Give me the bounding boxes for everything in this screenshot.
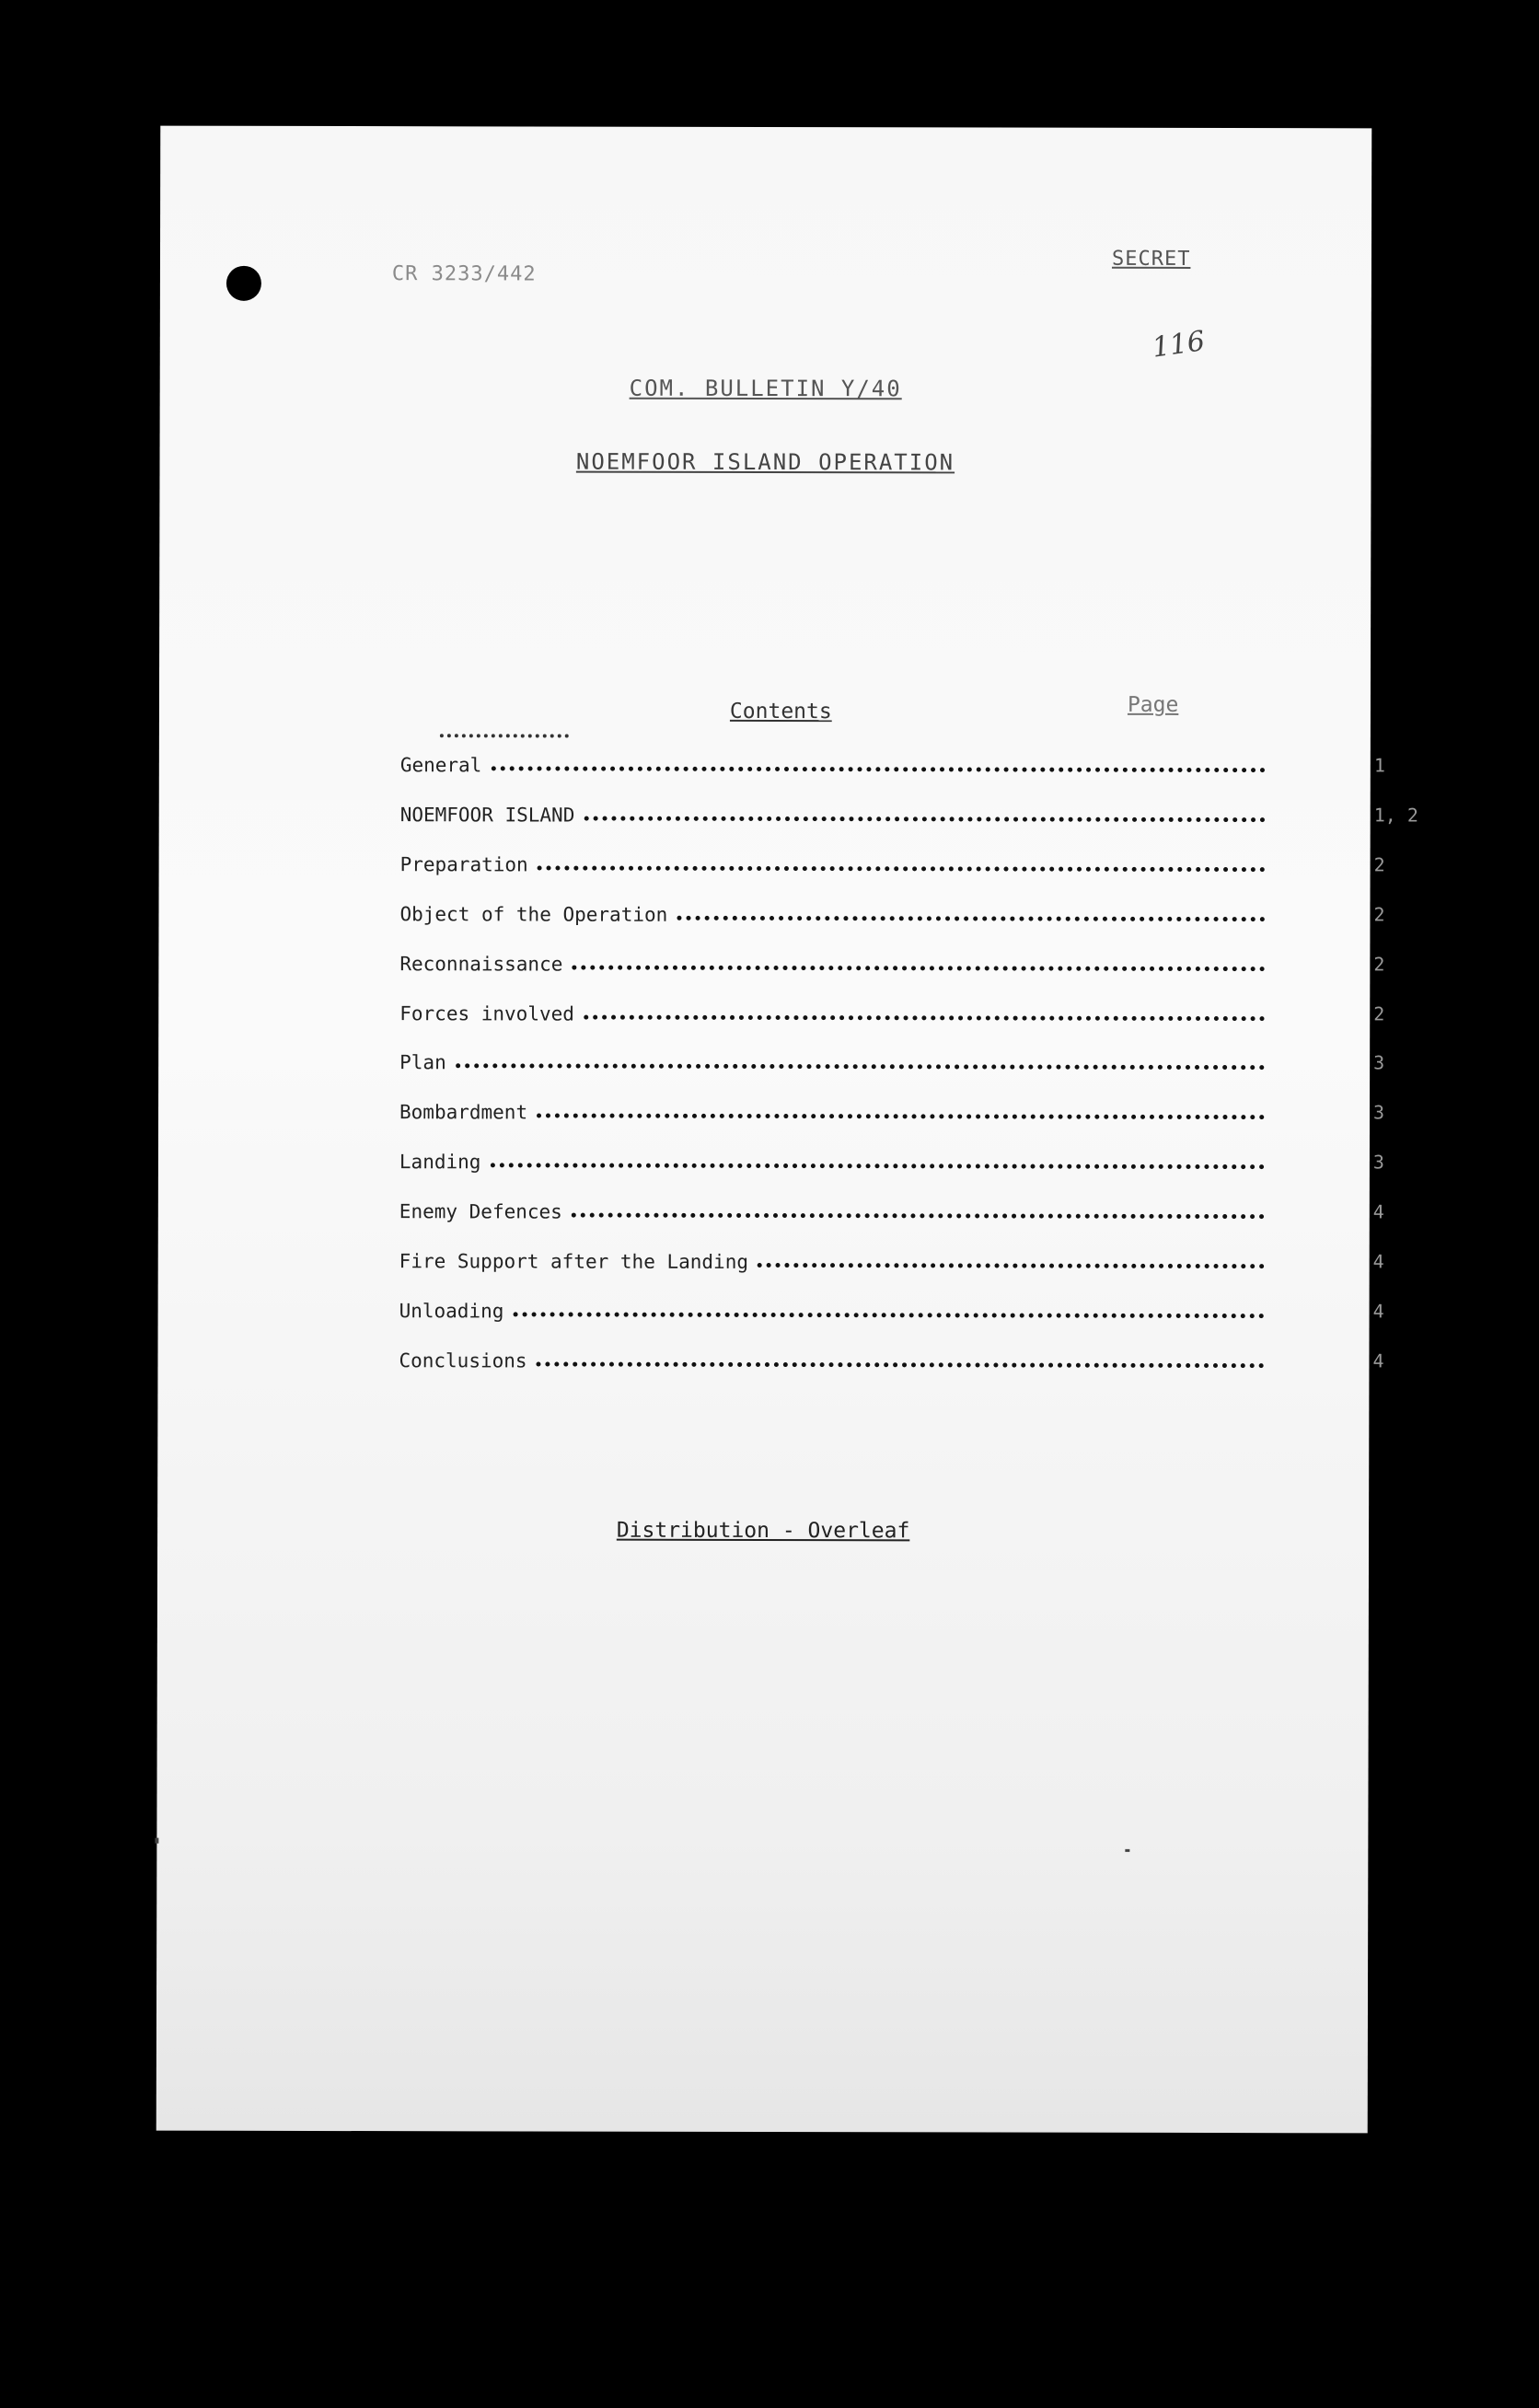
toc-entry-label: General	[399, 754, 482, 777]
classification-marking: SECRET	[1111, 247, 1191, 271]
toc-entry	[399, 944, 1385, 977]
toc-entry	[399, 993, 1385, 1026]
toc-dot-leader	[538, 865, 1266, 872]
table-of-contents	[156, 126, 1418, 2134]
toc-dot-leader	[537, 1114, 1265, 1120]
page-column-heading: Page	[1127, 692, 1179, 717]
toc-dot-leader	[572, 965, 1265, 971]
reference-number: CR 3233/442	[391, 262, 537, 286]
toc-entry-page: 2	[1373, 903, 1385, 926]
toc-entry-label: Object of the Operation	[399, 902, 668, 926]
toc-entry-label: Forces involved	[399, 1001, 574, 1025]
toc-dot-leader	[584, 1014, 1265, 1021]
toc-dot-leader	[536, 1361, 1264, 1368]
contents-heading: Contents	[729, 699, 832, 724]
toc-entry-label: Preparation	[399, 852, 528, 876]
toc-dot-leader	[572, 1213, 1265, 1220]
toc-entry-page: 2	[1373, 853, 1385, 876]
handwritten-folio-number: 116	[1150, 325, 1208, 365]
toc-dot-leader	[514, 1312, 1265, 1318]
toc-entry-page: 1, 2	[1373, 804, 1418, 827]
toc-entry-page: 4	[1372, 1349, 1384, 1372]
bulletin-title: COM. BULLETIN Y/40	[629, 375, 902, 402]
toc-dot-leader	[758, 1263, 1265, 1268]
toc-entry-label: Fire Support after the Landing	[399, 1250, 749, 1273]
toc-entry-page: 2	[1373, 952, 1385, 976]
toc-entry	[399, 894, 1385, 927]
toc-entry-label: Reconnaissance	[399, 952, 563, 976]
toc-entry-label: Landing	[399, 1151, 481, 1174]
toc-entry-label: Unloading	[399, 1300, 504, 1323]
toc-dot-leader	[584, 816, 1266, 822]
toc-entry	[399, 844, 1385, 877]
toc-entry-page: 3	[1373, 1051, 1385, 1074]
toc-entry	[399, 1291, 1384, 1324]
toc-entry-page: 4	[1372, 1300, 1384, 1323]
toc-entry-label: Plan	[399, 1051, 446, 1074]
toc-entry-page: 4	[1372, 1250, 1384, 1273]
distribution-note: Distribution - Overleaf	[616, 1518, 910, 1544]
toc-dot-leader	[492, 766, 1266, 772]
toc-entry-label: Conclusions	[399, 1349, 527, 1372]
operation-title: NOEMFOOR ISLAND OPERATION	[575, 448, 955, 476]
toc-entry	[399, 1092, 1385, 1125]
toc-entry	[399, 745, 1385, 778]
toc-entry-page: 3	[1372, 1151, 1384, 1174]
document-page	[156, 126, 1418, 2134]
toc-entry	[399, 794, 1418, 828]
toc-dot-leader	[677, 915, 1265, 920]
toc-entry	[399, 1241, 1384, 1274]
toc-entry-label: Enemy Defences	[399, 1200, 562, 1223]
toc-entry	[399, 1191, 1384, 1224]
toc-entry	[399, 1141, 1384, 1175]
toc-entry-page: 2	[1373, 1001, 1385, 1025]
toc-entry-page: 1	[1373, 754, 1385, 777]
toc-entry-label: Bombardment	[399, 1101, 528, 1124]
toc-entry-label: NOEMFOOR ISLAND	[399, 804, 575, 827]
paper-speck	[1125, 1849, 1129, 1852]
toc-entry	[399, 1340, 1384, 1373]
toc-entry-page: 3	[1373, 1101, 1385, 1124]
toc-dot-leader	[491, 1163, 1265, 1170]
toc-entry-page: 4	[1372, 1200, 1384, 1223]
toc-dot-leader	[456, 1064, 1265, 1071]
paper-speck	[155, 1838, 158, 1844]
toc-entry	[399, 1043, 1385, 1076]
